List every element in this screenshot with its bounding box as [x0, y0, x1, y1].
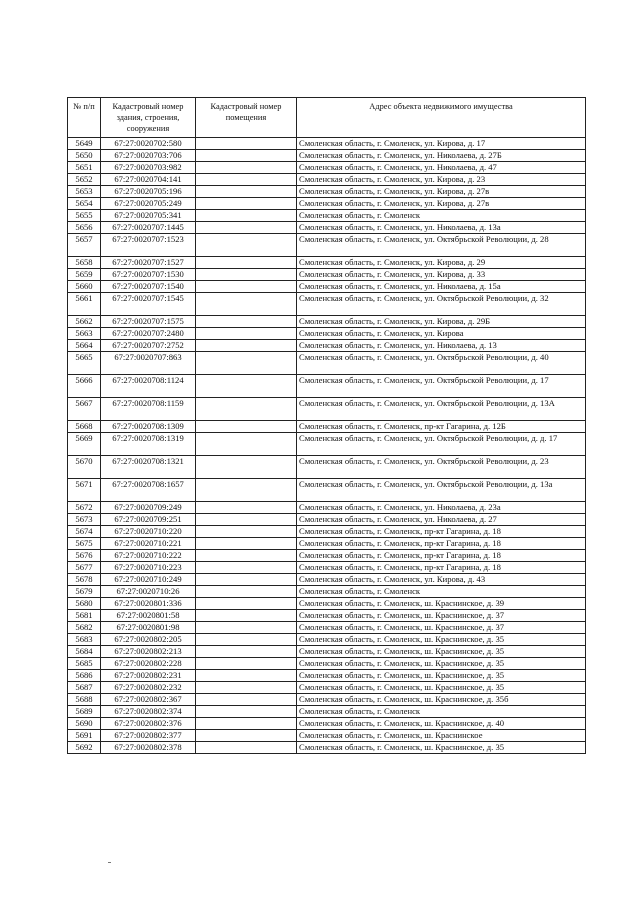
row-number: 5680: [68, 598, 101, 610]
building-cadastral-number: 67:27:0020710:249: [101, 574, 196, 586]
table-row: [68, 574, 586, 586]
table-row: [68, 398, 586, 421]
table-row: [68, 281, 586, 293]
room-cadastral-number: [196, 186, 297, 198]
object-address: Смоленская область, г. Смоленск, ш. Краснинское, д. 37: [297, 610, 586, 622]
room-cadastral-number: [196, 210, 297, 222]
table-row: [68, 646, 586, 658]
row-number: 5673: [68, 514, 101, 526]
object-address: Смоленская область, г. Смоленск, ул. Октябрьской Революции, д. 17: [297, 375, 586, 398]
row-number: 5663: [68, 328, 101, 340]
object-address: Смоленская область, г. Смоленск, ул. Октябрьской Революции, д. 13а: [297, 479, 586, 502]
table-row: [68, 316, 586, 328]
object-address: Смоленская область, г. Смоленск: [297, 586, 586, 598]
building-cadastral-number: 67:27:0020710:222: [101, 550, 196, 562]
building-cadastral-number: 67:27:0020707:1540: [101, 281, 196, 293]
room-cadastral-number: [196, 222, 297, 234]
table-row: [68, 234, 586, 257]
table-row: [68, 174, 586, 186]
room-cadastral-number: [196, 479, 297, 502]
object-address: Смоленская область, г. Смоленск, ул. Николаева, д. 13: [297, 340, 586, 352]
row-number: 5691: [68, 730, 101, 742]
building-cadastral-number: 67:27:0020802:374: [101, 706, 196, 718]
object-address: Смоленская область, г. Смоленск, пр-кт Гагарина, д. 18: [297, 550, 586, 562]
table-row: [68, 456, 586, 479]
object-address: Смоленская область, г. Смоленск, ш. Краснинское, д. 37: [297, 622, 586, 634]
room-cadastral-number: [196, 150, 297, 162]
building-cadastral-number: 67:27:0020705:196: [101, 186, 196, 198]
building-cadastral-number: 67:27:0020801:336: [101, 598, 196, 610]
object-address: Смоленская область, г. Смоленск, ул. Николаева, д. 47: [297, 162, 586, 174]
room-cadastral-number: [196, 706, 297, 718]
building-cadastral-number: 67:27:0020705:249: [101, 198, 196, 210]
table-row: [68, 257, 586, 269]
object-address: Смоленская область, г. Смоленск, ул. Октябрьской Революции, д. 28: [297, 234, 586, 257]
table-row: [68, 502, 586, 514]
building-cadastral-number: 67:27:0020709:251: [101, 514, 196, 526]
room-cadastral-number: [196, 610, 297, 622]
object-address: Смоленская область, г. Смоленск, ул. Кирова, д. 33: [297, 269, 586, 281]
building-cadastral-number: 67:27:0020802:232: [101, 682, 196, 694]
table-row: [68, 526, 586, 538]
table-row: [68, 622, 586, 634]
row-number: 5687: [68, 682, 101, 694]
object-address: Смоленская область, г. Смоленск, ул. Кирова: [297, 328, 586, 340]
row-number: 5650: [68, 150, 101, 162]
row-number: 5662: [68, 316, 101, 328]
room-cadastral-number: [196, 269, 297, 281]
room-cadastral-number: [196, 550, 297, 562]
object-address: Смоленская область, г. Смоленск, ш. Краснинское, д. 35: [297, 646, 586, 658]
room-cadastral-number: [196, 352, 297, 375]
object-address: Смоленская область, г. Смоленск, пр-кт Гагарина, д. 18: [297, 562, 586, 574]
row-number: 5661: [68, 293, 101, 316]
building-cadastral-number: 67:27:0020802:367: [101, 694, 196, 706]
row-number: 5658: [68, 257, 101, 269]
table-row: [68, 269, 586, 281]
object-address: Смоленская область, г. Смоленск, ш. Краснинское, д. 35: [297, 658, 586, 670]
table-row: [68, 742, 586, 754]
object-address: Смоленская область, г. Смоленск, ул. Николаева, д. 27: [297, 514, 586, 526]
row-number: 5653: [68, 186, 101, 198]
object-address: Смоленская область, г. Смоленск, ш. Краснинское, д. 35б: [297, 694, 586, 706]
row-number: 5675: [68, 538, 101, 550]
row-number: 5684: [68, 646, 101, 658]
row-number: 5654: [68, 198, 101, 210]
table-header-row: [68, 98, 586, 138]
building-cadastral-number: 67:27:0020703:982: [101, 162, 196, 174]
object-address: Смоленская область, г. Смоленск, ул. Октябрьской Революции, д. д. 17: [297, 433, 586, 456]
room-cadastral-number: [196, 293, 297, 316]
table-row: [68, 634, 586, 646]
room-cadastral-number: [196, 646, 297, 658]
building-cadastral-number: 67:27:0020801:58: [101, 610, 196, 622]
row-number: 5656: [68, 222, 101, 234]
row-number: 5651: [68, 162, 101, 174]
building-cadastral-number: 67:27:0020710:220: [101, 526, 196, 538]
room-cadastral-number: [196, 375, 297, 398]
room-cadastral-number: [196, 398, 297, 421]
header-building-cadastral: Кадастровый номер здания, строения, сооружения: [101, 98, 196, 138]
table-row: [68, 658, 586, 670]
row-number: 5669: [68, 433, 101, 456]
object-address: Смоленская область, г. Смоленск, ш. Краснинское, д. 35: [297, 682, 586, 694]
object-address: Смоленская область, г. Смоленск, ул. Николаева, д. 23а: [297, 502, 586, 514]
row-number: 5685: [68, 658, 101, 670]
room-cadastral-number: [196, 586, 297, 598]
row-number: 5652: [68, 174, 101, 186]
object-address: Смоленская область, г. Смоленск, ул. Николаева, д. 15а: [297, 281, 586, 293]
property-register-table: [67, 97, 586, 754]
room-cadastral-number: [196, 257, 297, 269]
building-cadastral-number: 67:27:0020703:706: [101, 150, 196, 162]
room-cadastral-number: [196, 562, 297, 574]
building-cadastral-number: 67:27:0020802:205: [101, 634, 196, 646]
building-cadastral-number: 67:27:0020708:1321: [101, 456, 196, 479]
table-row: [68, 293, 586, 316]
row-number: 5681: [68, 610, 101, 622]
table-row: [68, 340, 586, 352]
table-row: [68, 550, 586, 562]
row-number: 5679: [68, 586, 101, 598]
object-address: Смоленская область, г. Смоленск, ул. Кирова, д. 17: [297, 138, 586, 150]
building-cadastral-number: 67:27:0020802:228: [101, 658, 196, 670]
table-row: [68, 138, 586, 150]
building-cadastral-number: 67:27:0020710:223: [101, 562, 196, 574]
building-cadastral-number: 67:27:0020708:1319: [101, 433, 196, 456]
room-cadastral-number: [196, 538, 297, 550]
room-cadastral-number: [196, 598, 297, 610]
building-cadastral-number: 67:27:0020707:1575: [101, 316, 196, 328]
room-cadastral-number: [196, 502, 297, 514]
object-address: Смоленская область, г. Смоленск, ул. Октябрьской Революции, д. 40: [297, 352, 586, 375]
room-cadastral-number: [196, 456, 297, 479]
table-row: [68, 682, 586, 694]
table-row: [68, 670, 586, 682]
object-address: Смоленская область, г. Смоленск, ул. Кирова, д. 23: [297, 174, 586, 186]
table-row: [68, 222, 586, 234]
row-number: 5659: [68, 269, 101, 281]
building-cadastral-number: 67:27:0020802:231: [101, 670, 196, 682]
header-address: Адрес объекта недвижимого имущества: [297, 98, 586, 138]
row-number: 5670: [68, 456, 101, 479]
table-row: [68, 610, 586, 622]
building-cadastral-number: 67:27:0020707:1545: [101, 293, 196, 316]
table-row: [68, 706, 586, 718]
object-address: Смоленская область, г. Смоленск, ул. Кирова, д. 27в: [297, 186, 586, 198]
table-row: [68, 375, 586, 398]
building-cadastral-number: 67:27:0020702:580: [101, 138, 196, 150]
header-room-cadastral: Кадастровый номер помещения: [196, 98, 297, 138]
table-row: [68, 586, 586, 598]
building-cadastral-number: 67:27:0020802:376: [101, 718, 196, 730]
row-number: 5674: [68, 526, 101, 538]
building-cadastral-number: 67:27:0020707:1445: [101, 222, 196, 234]
building-cadastral-number: 67:27:0020704:141: [101, 174, 196, 186]
room-cadastral-number: [196, 198, 297, 210]
row-number: 5665: [68, 352, 101, 375]
header-number: № п/п: [68, 98, 101, 138]
row-number: 5649: [68, 138, 101, 150]
room-cadastral-number: [196, 433, 297, 456]
table-row: [68, 718, 586, 730]
room-cadastral-number: [196, 658, 297, 670]
table-row: [68, 514, 586, 526]
object-address: Смоленская область, г. Смоленск, ш. Краснинское, д. 40: [297, 718, 586, 730]
row-number: 5664: [68, 340, 101, 352]
row-number: 5667: [68, 398, 101, 421]
row-number: 5686: [68, 670, 101, 682]
row-number: 5690: [68, 718, 101, 730]
object-address: Смоленская область, г. Смоленск, ул. Николаева, д. 27Б: [297, 150, 586, 162]
object-address: Смоленская область, г. Смоленск, ул. Октябрьской Революции, д. 13А: [297, 398, 586, 421]
room-cadastral-number: [196, 682, 297, 694]
building-cadastral-number: 67:27:0020708:1159: [101, 398, 196, 421]
row-number: 5666: [68, 375, 101, 398]
object-address: Смоленская область, г. Смоленск, пр-кт Гагарина, д. 12Б: [297, 421, 586, 433]
object-address: Смоленская область, г. Смоленск, пр-кт Гагарина, д. 18: [297, 526, 586, 538]
building-cadastral-number: 67:27:0020707:2752: [101, 340, 196, 352]
table-row: [68, 433, 586, 456]
building-cadastral-number: 67:27:0020707:863: [101, 352, 196, 375]
building-cadastral-number: 67:27:0020710:221: [101, 538, 196, 550]
row-number: 5671: [68, 479, 101, 502]
room-cadastral-number: [196, 526, 297, 538]
table-row: [68, 352, 586, 375]
building-cadastral-number: 67:27:0020708:1657: [101, 479, 196, 502]
room-cadastral-number: [196, 670, 297, 682]
table-row: [68, 562, 586, 574]
object-address: Смоленская область, г. Смоленск: [297, 210, 586, 222]
room-cadastral-number: [196, 421, 297, 433]
building-cadastral-number: 67:27:0020802:378: [101, 742, 196, 754]
room-cadastral-number: [196, 340, 297, 352]
table-body: [68, 138, 586, 754]
building-cadastral-number: 67:27:0020708:1124: [101, 375, 196, 398]
row-number: 5688: [68, 694, 101, 706]
table-row: [68, 150, 586, 162]
table-row: [68, 186, 586, 198]
room-cadastral-number: [196, 514, 297, 526]
object-address: Смоленская область, г. Смоленск, ул. Октябрьской Революции, д. 32: [297, 293, 586, 316]
building-cadastral-number: 67:27:0020705:341: [101, 210, 196, 222]
room-cadastral-number: [196, 162, 297, 174]
building-cadastral-number: 67:27:0020707:1527: [101, 257, 196, 269]
room-cadastral-number: [196, 634, 297, 646]
table-row: [68, 162, 586, 174]
object-address: Смоленская область, г. Смоленск, ул. Кирова, д. 29Б: [297, 316, 586, 328]
building-cadastral-number: 67:27:0020802:377: [101, 730, 196, 742]
room-cadastral-number: [196, 316, 297, 328]
room-cadastral-number: [196, 328, 297, 340]
object-address: Смоленская область, г. Смоленск, ул. Кирова, д. 29: [297, 257, 586, 269]
room-cadastral-number: [196, 574, 297, 586]
object-address: Смоленская область, г. Смоленск, ш. Краснинское, д. 35: [297, 742, 586, 754]
building-cadastral-number: 67:27:0020801:98: [101, 622, 196, 634]
object-address: Смоленская область, г. Смоленск, ш. Краснинское, д. 35: [297, 670, 586, 682]
table-row: [68, 479, 586, 502]
object-address: Смоленская область, г. Смоленск, пр-кт Гагарина, д. 18: [297, 538, 586, 550]
room-cadastral-number: [196, 730, 297, 742]
row-number: 5678: [68, 574, 101, 586]
table-row: [68, 198, 586, 210]
building-cadastral-number: 67:27:0020707:2480: [101, 328, 196, 340]
row-number: 5682: [68, 622, 101, 634]
row-number: 5692: [68, 742, 101, 754]
row-number: 5655: [68, 210, 101, 222]
row-number: 5668: [68, 421, 101, 433]
row-number: 5677: [68, 562, 101, 574]
table-row: [68, 328, 586, 340]
room-cadastral-number: [196, 718, 297, 730]
room-cadastral-number: [196, 138, 297, 150]
row-number: 5676: [68, 550, 101, 562]
table-row: [68, 421, 586, 433]
building-cadastral-number: 67:27:0020707:1523: [101, 234, 196, 257]
object-address: Смоленская область, г. Смоленск, ул. Кирова, д. 43: [297, 574, 586, 586]
object-address: Смоленская область, г. Смоленск, ш. Краснинское, д. 35: [297, 634, 586, 646]
object-address: Смоленская область, г. Смоленск, ул. Кирова, д. 27в: [297, 198, 586, 210]
table-row: [68, 210, 586, 222]
room-cadastral-number: [196, 694, 297, 706]
room-cadastral-number: [196, 281, 297, 293]
room-cadastral-number: [196, 622, 297, 634]
scan-mark: [108, 862, 111, 863]
table-row: [68, 730, 586, 742]
table-row: [68, 598, 586, 610]
building-cadastral-number: 67:27:0020707:1530: [101, 269, 196, 281]
room-cadastral-number: [196, 742, 297, 754]
row-number: 5657: [68, 234, 101, 257]
object-address: Смоленская область, г. Смоленск: [297, 706, 586, 718]
building-cadastral-number: 67:27:0020802:213: [101, 646, 196, 658]
building-cadastral-number: 67:27:0020710:26: [101, 586, 196, 598]
table-row: [68, 538, 586, 550]
table-row: [68, 694, 586, 706]
object-address: Смоленская область, г. Смоленск, ш. Краснинское: [297, 730, 586, 742]
building-cadastral-number: 67:27:0020709:249: [101, 502, 196, 514]
row-number: 5689: [68, 706, 101, 718]
row-number: 5672: [68, 502, 101, 514]
room-cadastral-number: [196, 234, 297, 257]
object-address: Смоленская область, г. Смоленск, ш. Краснинское, д. 39: [297, 598, 586, 610]
object-address: Смоленская область, г. Смоленск, ул. Октябрьской Революции, д. 23: [297, 456, 586, 479]
object-address: Смоленская область, г. Смоленск, ул. Николаева, д. 13а: [297, 222, 586, 234]
row-number: 5660: [68, 281, 101, 293]
building-cadastral-number: 67:27:0020708:1309: [101, 421, 196, 433]
row-number: 5683: [68, 634, 101, 646]
room-cadastral-number: [196, 174, 297, 186]
